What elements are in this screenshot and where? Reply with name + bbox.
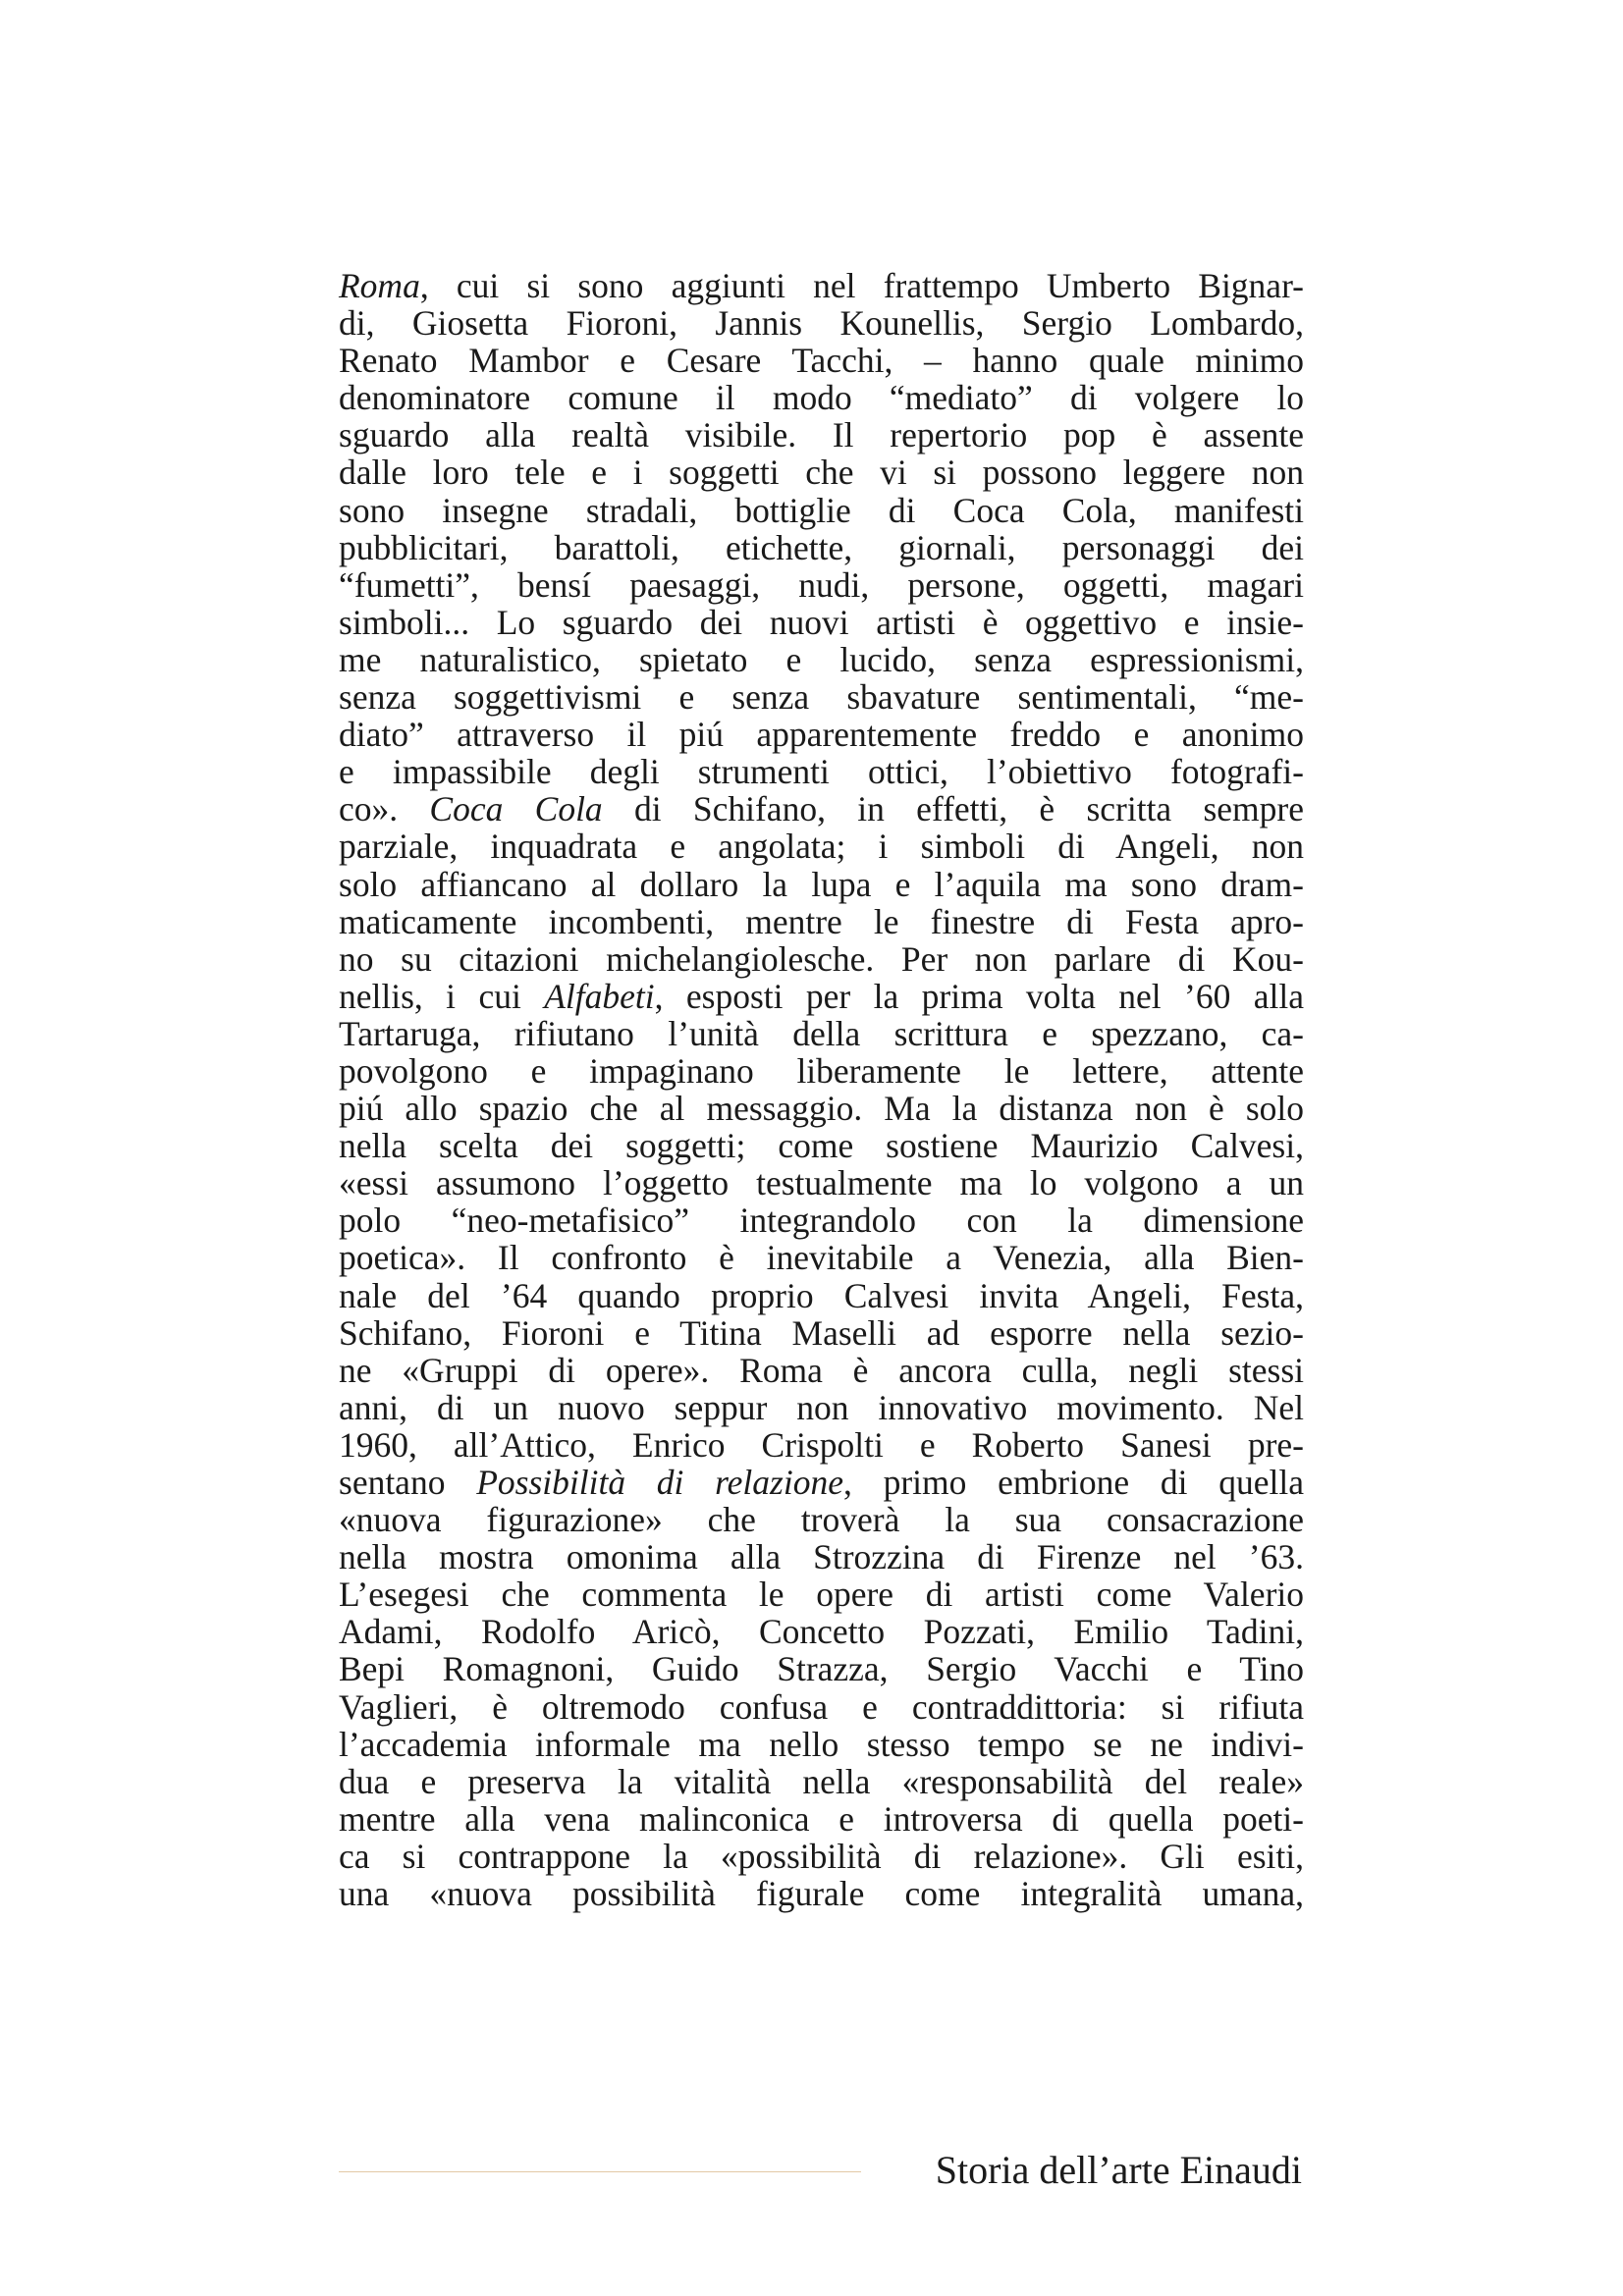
text-segment: mentre alla vena malinconica e introversa di quella poeti- [339, 1798, 1304, 1839]
text-line [339, 1201, 1304, 1239]
text-line [339, 1426, 1304, 1464]
text-segment: di, Giosetta Fioroni, Jannis Kounellis, Sergio Lombardo, [339, 303, 1304, 344]
text-segment: me naturalistico, spietato e lucido, senza espressionismi, [339, 639, 1304, 679]
text-segment: «essi assumono l’oggetto testualmente ma lo volgono a un [339, 1163, 1304, 1203]
text-segment: dalle loro tele e i soggetti che vi si possono leggere non [339, 453, 1304, 493]
text-segment: nellis, i cui [339, 976, 545, 1016]
text-segment: una «nuova possibilità figurale come integralità umana, [339, 1874, 1304, 1914]
text-segment: nella mostra omonima alla Strozzina di Firenze nel ’63. [339, 1537, 1304, 1577]
text-line [339, 1389, 1304, 1426]
italic-title: Coca Cola [429, 789, 603, 829]
text-segment: ca si contrappone la «possibilità di relazione». Gli esiti, [339, 1836, 1304, 1876]
text-line [339, 1726, 1304, 1763]
text-line [339, 1164, 1304, 1201]
text-segment: no su citazioni michelangiolesche. Per non parlare di Kou- [339, 938, 1304, 979]
text-line [339, 978, 1304, 1015]
text-segment: e impassibile degli strumenti ottici, l’obiettivo fotografi- [339, 752, 1304, 792]
text-line [339, 1501, 1304, 1538]
text-segment: anni, di un nuovo seppur non innovativo movimento. Nel [339, 1387, 1304, 1427]
text-segment: “fumetti”, bensí paesaggi, nudi, persone, oggetti, magari [339, 564, 1304, 605]
text-segment: Schifano, Fioroni e Titina Maselli ad esporre nella sezio- [339, 1312, 1304, 1353]
text-segment: ne «Gruppi di opere». Roma è ancora culla, negli stessi [339, 1350, 1304, 1390]
text-line [339, 1090, 1304, 1127]
text-segment: Tartaruga, rifiutano l’unità della scrittura e spezzano, ca- [339, 1013, 1304, 1053]
text-segment: dua e preserva la vitalità nella «responsabilità del reale» [339, 1761, 1304, 1801]
text-segment: , primo embrione di quella [842, 1463, 1305, 1502]
text-line [339, 1613, 1304, 1650]
text-line [339, 903, 1304, 940]
text-line [339, 1838, 1304, 1875]
text-segment: 1960, all’Attico, Enrico Crispolti e Roberto Sanesi pre- [339, 1424, 1304, 1465]
text-segment: l’accademia informale ma nello stesso tempo se ne indivi- [339, 1724, 1304, 1764]
text-line [339, 1052, 1304, 1090]
text-line [339, 1464, 1304, 1501]
text-line [339, 1314, 1304, 1352]
text-segment: , cui si sono aggiunti nel frattempo Umberto Bignar- [419, 266, 1304, 305]
text-segment: sentano [339, 1463, 477, 1502]
text-line [339, 790, 1304, 828]
text-line [339, 454, 1304, 491]
text-segment: «nuova figurazione» che troverà la sua consacrazione [339, 1500, 1304, 1540]
text-line [339, 678, 1304, 716]
text-line [339, 1763, 1304, 1800]
text-segment: Vaglieri, è oltremodo confusa e contraddittoria: si rifiuta [339, 1686, 1304, 1727]
text-segment: diato” attraverso il piú apparentemente freddo e anonimo [339, 715, 1304, 755]
text-line [339, 342, 1304, 379]
text-line [339, 1575, 1304, 1613]
text-line [339, 529, 1304, 566]
text-line [339, 1239, 1304, 1276]
body-text [339, 267, 1304, 1912]
text-line [339, 492, 1304, 529]
text-segment: piú allo spazio che al messaggio. Ma la distanza non è solo [339, 1089, 1304, 1129]
text-segment: denominatore comune il modo “mediato” di volgere lo [339, 378, 1304, 418]
text-line [339, 641, 1304, 678]
text-segment: povolgono e impaginano liberamente le lettere, attente [339, 1050, 1304, 1091]
text-segment: Bepi Romagnoni, Guido Strazza, Sergio Vacchi e Tino [339, 1649, 1304, 1689]
text-segment: Renato Mambor e Cesare Tacchi, – hanno quale minimo [339, 341, 1304, 381]
text-line [339, 416, 1304, 454]
text-segment: poetica». Il confronto è inevitabile a Venezia, alla Bien- [339, 1238, 1304, 1278]
text-segment: di Schifano, in effetti, è scritta sempre [602, 789, 1304, 829]
text-segment: sguardo alla realtà visibile. Il repertorio pop è assente [339, 415, 1304, 455]
text-line [339, 1015, 1304, 1052]
text-segment: , esposti per la prima volta nel ’60 alla [654, 976, 1304, 1016]
text-line [339, 1277, 1304, 1314]
text-line [339, 1800, 1304, 1838]
text-segment: Adami, Rodolfo Aricò, Concetto Pozzati, Emilio Tadini, [339, 1612, 1304, 1652]
text-segment: nella scelta dei soggetti; come sostiene Maurizio Calvesi, [339, 1126, 1304, 1166]
text-line [339, 866, 1304, 903]
text-line [339, 379, 1304, 416]
text-segment: L’esegesi che commenta le opere di artisti come Valerio [339, 1575, 1304, 1615]
footer-title: Storia dell’arte Einaudi [935, 2148, 1302, 2192]
text-segment: pubblicitari, barattoli, etichette, giornali, personaggi dei [339, 527, 1304, 567]
text-line [339, 566, 1304, 604]
text-segment: solo affiancano al dollaro la lupa e l’aquila ma sono dram- [339, 864, 1304, 904]
text-line [339, 1127, 1304, 1164]
italic-title: Roma [339, 266, 420, 305]
text-line [339, 1538, 1304, 1575]
text-line [339, 267, 1304, 304]
text-segment: sono insegne stradali, bottiglie di Coca Cola, manifesti [339, 490, 1304, 530]
text-segment: parziale, inquadrata e angolata; i simboli di Angeli, non [339, 827, 1304, 867]
text-line [339, 716, 1304, 753]
text-line [339, 304, 1304, 342]
text-line [339, 753, 1304, 790]
text-segment: simboli... Lo sguardo dei nuovi artisti è oggettivo e insie- [339, 602, 1304, 642]
text-line [339, 604, 1304, 641]
footer-rule [339, 2171, 861, 2172]
italic-title: Alfabeti [544, 976, 655, 1016]
text-segment: nale del ’64 quando proprio Calvesi invita Angeli, Festa, [339, 1275, 1304, 1315]
italic-title: Possibilità di relazione [476, 1463, 843, 1502]
text-line [339, 1875, 1304, 1912]
text-line [339, 940, 1304, 978]
text-segment: polo “neo-metafisico” integrandolo con la dimensione [339, 1201, 1304, 1241]
text-segment: senza soggettivismi e senza sbavature sentimentali, “me- [339, 677, 1304, 718]
text-line [339, 828, 1304, 865]
text-line [339, 1352, 1304, 1389]
text-line [339, 1688, 1304, 1726]
text-segment: co». [339, 789, 430, 829]
text-line [339, 1650, 1304, 1687]
text-segment: maticamente incombenti, mentre le finestre di Festa apro- [339, 901, 1304, 941]
